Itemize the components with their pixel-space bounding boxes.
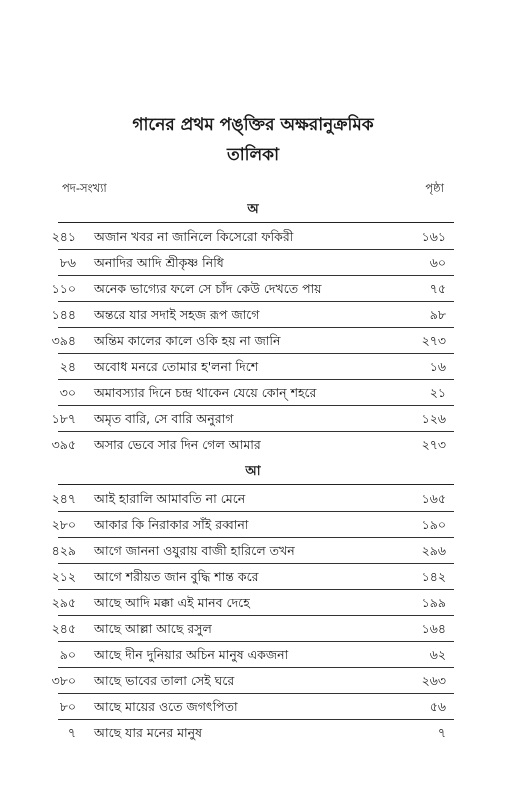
list-item <box>0 590 506 616</box>
page-number: ১৬৪ <box>421 621 446 636</box>
first-line: আছে দীন দুনিয়ার অচিন মানুষ একজনা <box>94 647 289 662</box>
column-header-page: পৃষ্ঠা <box>425 181 444 195</box>
song-number: ৭ <box>67 725 76 740</box>
first-line: আকার কি নিরাকার সাঁই রব্বানা <box>94 517 249 532</box>
page-number: ৫৬ <box>429 699 446 714</box>
page-number: ১২৬ <box>421 411 446 426</box>
page-number: ২১ <box>429 385 446 400</box>
song-number: ৮৬ <box>59 255 76 270</box>
list-item <box>0 720 506 746</box>
page-number: ১৬১ <box>421 229 446 244</box>
page-number: ১৯০ <box>421 517 446 532</box>
list-item <box>0 406 506 432</box>
list-item <box>0 616 506 642</box>
list-item <box>0 302 506 328</box>
first-line: আই হারালি আমাবতি না মেনে <box>94 491 246 506</box>
first-line: আছে আদি মক্কা এই মানব দেহে <box>94 595 250 610</box>
page-number: ৭৫ <box>429 281 446 296</box>
song-number: ৪২৯ <box>51 543 76 558</box>
first-line: আছে ভাবের তালা সেই ঘরে <box>94 673 235 688</box>
song-number: ২৪ <box>59 359 76 374</box>
page-number: ৭ <box>437 725 446 740</box>
first-line: অসার ভেবে সার দিন গেল আমার <box>94 437 261 452</box>
list-item <box>0 642 506 668</box>
song-number: ৮০ <box>59 699 76 714</box>
list-item <box>0 564 506 590</box>
page-number: ২৭৩ <box>421 333 446 348</box>
first-line: আগে শরীয়ত জান বুদ্ধি শান্ত করে <box>94 569 259 584</box>
song-number: ৩৮০ <box>51 673 76 688</box>
page-number: ২৬৩ <box>421 673 446 688</box>
list-item <box>0 224 506 250</box>
song-number: ১৮৭ <box>51 411 76 426</box>
list-item <box>0 512 506 538</box>
page-number: ৬২ <box>429 647 446 662</box>
column-header-song-number: পদ-সংখ্যা <box>62 181 107 195</box>
song-number: ১৪৪ <box>51 307 76 322</box>
page-number: ২৯৬ <box>421 543 446 558</box>
song-number: ৩৯৪ <box>51 333 76 348</box>
section-aa-list <box>0 486 506 746</box>
page-title: গানের প্রথম পঙ্‌ক্তির অক্ষরানুক্রমিক <box>132 115 374 135</box>
list-item <box>0 668 506 694</box>
section-divider <box>58 222 454 223</box>
first-line: অমৃত বারি, সে বারি অনুরাগ <box>94 411 234 426</box>
song-number: ২৪১ <box>51 229 76 244</box>
first-line: অনেক ভাগ্যের ফলে সে চাঁদ কেউ দেখতে পায় <box>94 281 322 296</box>
section-letter-aa: আ <box>245 464 261 479</box>
first-line: অন্তরে যার সদাই সহজ রূপ জাগে <box>94 307 260 322</box>
first-line: আছে আল্লা আছে রসুল <box>94 621 212 636</box>
song-number: ২৯৫ <box>51 595 76 610</box>
song-number: ২৮০ <box>51 517 76 532</box>
page-number: ১৪২ <box>421 569 446 584</box>
page-number: ১৯৯ <box>421 595 446 610</box>
page-title-continued: তালিকা <box>226 145 280 165</box>
list-item <box>0 694 506 720</box>
section-a-list <box>0 224 506 458</box>
page-number: ২৭৩ <box>421 437 446 452</box>
first-line: অজান খবর না জানিলে কিসেরো ফকিরী <box>94 229 294 244</box>
song-number: ৩০ <box>59 385 76 400</box>
song-number: ৩৯৫ <box>51 437 76 452</box>
first-line: অমাবস্যার দিনে চন্দ্র থাকেন যেয়ে কোন্ শহরে <box>94 385 317 400</box>
song-number: ২৪৫ <box>51 621 76 636</box>
song-number: ১১০ <box>51 281 76 296</box>
first-line: আছে মায়ের ওতে জগৎপিতা <box>94 699 238 714</box>
first-line: আছে যার মনের মানুষ <box>94 725 203 740</box>
page-number: ৯৮ <box>429 307 446 322</box>
first-line: আগে জাননা ওযুরায় বাজী হারিলে তখন <box>94 543 295 558</box>
list-item <box>0 250 506 276</box>
list-item <box>0 276 506 302</box>
song-number: ২১২ <box>51 569 76 584</box>
list-item <box>0 538 506 564</box>
list-item <box>0 354 506 380</box>
first-line: অনাদির আদি শ্রীকৃষ্ণ নিধি <box>94 255 224 270</box>
song-number: ২৪৭ <box>51 491 76 506</box>
first-line: অন্তিম কালের কালে ওকি হয় না জানি <box>94 333 281 348</box>
list-item <box>0 432 506 458</box>
section-divider <box>58 484 454 485</box>
first-line: অবোধ মনরে তোমার হ'লনা দিশে <box>94 359 259 374</box>
list-item <box>0 380 506 406</box>
page-number: ১৬ <box>429 359 446 374</box>
list-item <box>0 328 506 354</box>
song-number: ৯০ <box>59 647 76 662</box>
list-item <box>0 486 506 512</box>
page-number: ১৬৫ <box>421 491 446 506</box>
page-number: ৬০ <box>429 255 446 270</box>
section-letter-a: অ <box>247 202 259 217</box>
